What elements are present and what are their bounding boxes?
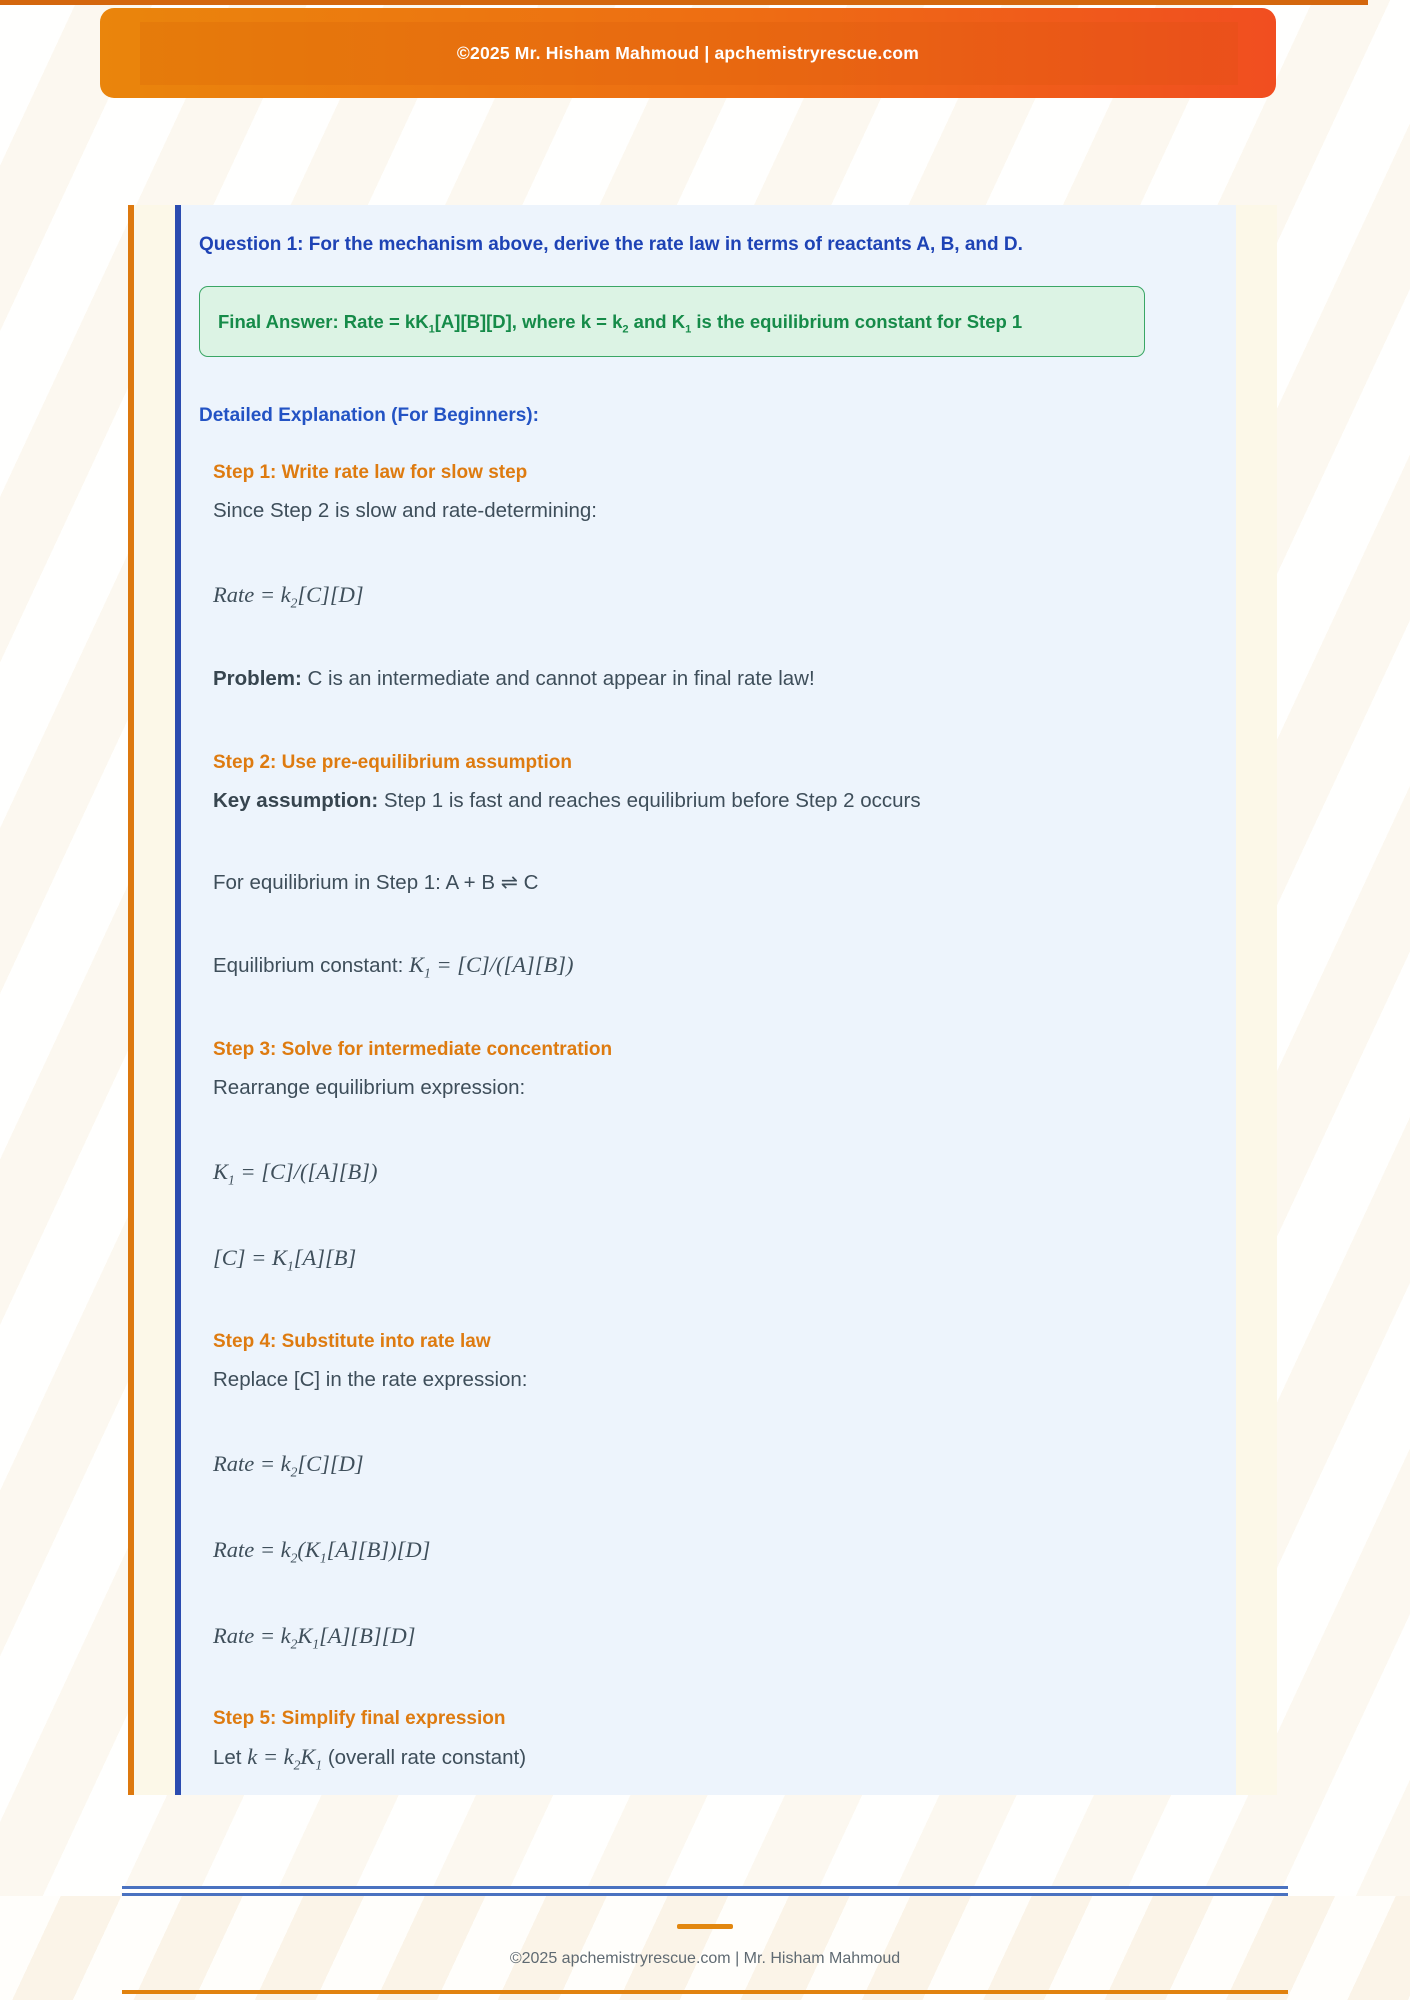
step-2-key-line xyxy=(213,787,1212,814)
worksheet-container xyxy=(128,205,1277,1795)
let-prefix: Let xyxy=(213,1746,248,1769)
step-3-formula-2: $[C] = K_1[A][B]$ xyxy=(213,1245,357,1274)
footer-double-blue-rule xyxy=(122,1886,1288,1896)
step-1-section xyxy=(199,460,1212,692)
let-formula: $k = k_2K_1$ xyxy=(247,1744,323,1773)
question-title: Question 1: For the mechanism above, derive the rate law in terms of reactants A, B, and D. xyxy=(199,234,1023,255)
key-assumption-text: Step 1 is fast and reaches equilibrium before Step 2 occurs xyxy=(378,789,921,812)
step-1-heading: Step 1: Write rate law for slow step xyxy=(213,462,528,483)
step-1-formula: Rate = $k_2[C][D]$ xyxy=(213,582,364,611)
question-panel xyxy=(175,205,1236,1795)
step-5-let-line xyxy=(213,1743,1212,1771)
step-2-heading: Step 2: Use pre-equilibrium assumption xyxy=(213,752,572,773)
problem-label: Problem: xyxy=(213,667,302,690)
step-4-formula-2: Rate = $k_2(K_1[A][B])[D]$ xyxy=(213,1537,431,1566)
let-suffix: (overall rate constant) xyxy=(322,1746,527,1769)
step-2-section xyxy=(199,750,1212,979)
step-2-constant-line xyxy=(213,951,1212,979)
step-1-intro: Since Step 2 is slow and rate-determining: xyxy=(213,499,598,522)
step-4-formula-1: Rate = $k_2[C][D]$ xyxy=(213,1451,364,1480)
step-1-problem-line xyxy=(213,665,1212,692)
step-4-section xyxy=(199,1329,1212,1651)
page-top-orange-strip xyxy=(0,0,1368,5)
footer-copyright-text: ©2025 apchemistryrescue.com | Mr. Hisham Mahmoud xyxy=(509,1950,901,1967)
explanation-heading: Detailed Explanation (For Beginners): xyxy=(199,405,539,426)
copyright-banner xyxy=(100,8,1276,98)
step-3-intro: Rearrange equilibrium expression: xyxy=(213,1076,526,1099)
equilibrium-constant-formula: $K_1 = [C]/([A][B])$ xyxy=(408,952,574,981)
equilibrium-constant-label: Equilibrium constant: xyxy=(213,954,409,977)
problem-text: C is an intermediate and cannot appear in final rate law! xyxy=(301,667,815,690)
final-answer-box xyxy=(199,286,1145,357)
step-3-formula-1: $K_1 = [C]/([A][B])$ xyxy=(213,1159,378,1188)
step-3-section xyxy=(199,1037,1212,1273)
step-4-heading: Step 4: Substitute into rate law xyxy=(213,1331,491,1352)
step-5-section xyxy=(199,1706,1212,1771)
step-2-equilibrium-line: For equilibrium in Step 1: A + B ⇌ C xyxy=(213,871,539,894)
key-assumption-label: Key assumption: xyxy=(213,789,379,812)
footer-orange-divider xyxy=(677,1924,733,1929)
step-4-formula-3: Rate = $k_2K_1[A][B][D]$ xyxy=(213,1623,416,1652)
step-5-heading: Step 5: Simplify final expression xyxy=(213,1708,506,1729)
step-3-heading: Step 3: Solve for intermediate concentration xyxy=(213,1039,613,1060)
banner-copyright-text: ©2025 Mr. Hisham Mahmoud | apchemistryrescue.com xyxy=(456,42,920,63)
footer-bottom-orange-rule xyxy=(122,1990,1288,1994)
step-4-intro: Replace [C] in the rate expression: xyxy=(213,1368,528,1391)
final-answer-text: Final Answer: Rate = $kK_1[A][B][D]$, where $k = k_2$ and $K_1$ is the equilibrium constant for Step 1 xyxy=(218,311,1023,336)
